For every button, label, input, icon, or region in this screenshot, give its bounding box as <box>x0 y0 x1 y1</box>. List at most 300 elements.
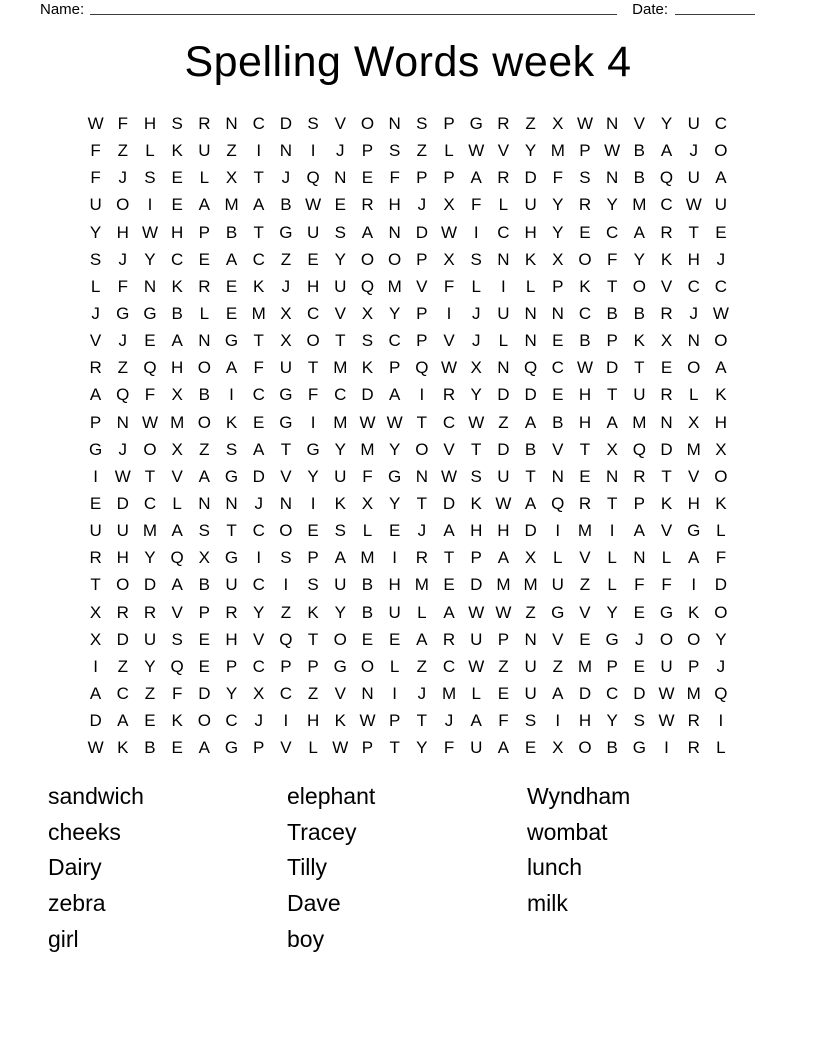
grid-letter: E <box>225 303 238 323</box>
grid-letter: J <box>689 141 698 161</box>
grid-letter: O <box>632 276 646 296</box>
grid-letter: F <box>389 168 400 188</box>
grid-letter: J <box>254 493 263 513</box>
date-label: Date: <box>632 1 668 18</box>
grid-letter: B <box>579 331 591 351</box>
grid-letter: O <box>333 629 347 649</box>
grid-letter: R <box>578 195 592 215</box>
grid-letter: I <box>392 683 398 703</box>
grid-letter: W <box>576 114 593 133</box>
grid-letter: H <box>470 521 483 541</box>
grid-letter: A <box>606 412 618 432</box>
grid-letter: K <box>660 493 673 513</box>
grid-letter: H <box>388 575 401 595</box>
date-blank-line <box>675 1 755 15</box>
grid-letter: M <box>550 141 565 161</box>
grid-letter: X <box>470 358 482 378</box>
grid-letter: L <box>90 276 101 296</box>
grid-letter: N <box>143 276 157 296</box>
grid-letter: C <box>714 114 728 133</box>
grid-letter: S <box>361 331 374 351</box>
grid-letter: J <box>281 168 291 188</box>
grid-letter: L <box>145 141 155 161</box>
grid-letter: O <box>388 249 402 269</box>
grid-letter: X <box>171 439 183 459</box>
grid-letter: N <box>388 114 401 133</box>
grid-letter: S <box>307 575 319 595</box>
grid-letter: X <box>361 303 374 323</box>
grid-letter: B <box>606 303 618 323</box>
grid-letter: U <box>198 141 211 161</box>
grid-letter: Y <box>633 249 646 269</box>
grid-letter: T <box>307 358 319 378</box>
grid-letter: O <box>116 195 130 215</box>
grid-letter: O <box>197 358 211 378</box>
grid-letter: P <box>253 738 265 758</box>
grid-letter: W <box>386 412 403 432</box>
grid-letter: A <box>524 412 537 432</box>
grid-letter: Y <box>470 385 482 405</box>
grid-letter: U <box>334 466 347 486</box>
grid-letter: D <box>89 711 102 731</box>
grid-letter: T <box>226 521 237 541</box>
grid-letter: J <box>689 303 698 323</box>
grid-letter: E <box>253 412 265 432</box>
grid-letter: E <box>524 738 537 758</box>
grid-letter: J <box>716 249 726 269</box>
grid-letter: C <box>171 249 184 269</box>
grid-letter: H <box>497 521 510 541</box>
grid-letter: J <box>417 521 427 541</box>
grid-letter: F <box>471 195 482 215</box>
grid-letter: I <box>609 521 615 541</box>
grid-letter: R <box>415 548 428 568</box>
grid-letter: A <box>225 249 238 269</box>
grid-letter: H <box>388 195 401 215</box>
grid-letter: V <box>579 602 591 622</box>
grid-letter: N <box>606 466 619 486</box>
grid-letter: Q <box>306 168 320 188</box>
grid-letter: A <box>225 358 238 378</box>
grid-letter: Y <box>606 602 618 622</box>
word-list <box>48 779 630 958</box>
grid-letter: L <box>716 738 726 758</box>
word-list-item: zebra <box>48 890 106 917</box>
grid-letter: D <box>497 385 510 405</box>
grid-letter: D <box>524 385 537 405</box>
grid-letter: D <box>279 114 293 133</box>
word-list-item: wombat <box>527 818 608 845</box>
grid-letter: M <box>577 521 593 541</box>
grid-letter: Y <box>416 738 428 758</box>
grid-letter: D <box>497 439 510 459</box>
grid-letter: S <box>225 439 238 459</box>
grid-letter: A <box>334 548 346 568</box>
grid-letter: G <box>306 439 320 459</box>
grid-letter: Z <box>117 358 128 378</box>
grid-letter: S <box>524 711 537 731</box>
page-title: Spelling Words week 4 <box>184 38 632 86</box>
grid-letter: X <box>552 114 564 133</box>
grid-letter: Z <box>525 114 536 133</box>
word-list-item: Dave <box>287 890 341 917</box>
grid-letter: D <box>633 683 646 703</box>
grid-letter: N <box>660 412 673 432</box>
grid-letter: N <box>551 303 564 323</box>
grid-letter: Y <box>524 141 537 161</box>
grid-letter: N <box>198 331 211 351</box>
grid-letter: H <box>578 412 592 432</box>
grid-letter: J <box>336 141 345 161</box>
word-list-item: boy <box>287 925 325 952</box>
grid-letter: Y <box>144 656 156 676</box>
grid-letter: M <box>360 548 375 568</box>
grid-letter: X <box>688 412 700 432</box>
grid-letter: A <box>497 548 510 568</box>
grid-letter: L <box>362 521 373 541</box>
grid-letter: W <box>141 222 158 242</box>
grid-letter: F <box>144 385 156 405</box>
grid-letter: N <box>497 249 510 269</box>
grid-letter: F <box>634 575 645 595</box>
grid-letter: Q <box>659 168 674 188</box>
grid-letter: I <box>419 385 425 405</box>
grid-letter: M <box>632 195 647 215</box>
grid-letter: R <box>442 629 456 649</box>
grid-letter: Y <box>715 629 727 649</box>
grid-letter: Q <box>170 548 184 568</box>
grid-letter: N <box>279 493 293 513</box>
grid-letter: V <box>280 738 292 758</box>
grid-letter: V <box>688 466 700 486</box>
grid-letter: Z <box>280 602 292 622</box>
grid-letter: E <box>579 222 591 242</box>
grid-letter: W <box>87 738 104 758</box>
grid-letter: X <box>280 303 292 323</box>
grid-letter: L <box>661 548 672 568</box>
grid-letter: Y <box>552 195 564 215</box>
grid-letter: Q <box>714 683 728 703</box>
grid-letter: T <box>389 738 400 758</box>
grid-letter: H <box>116 548 129 568</box>
grid-letter: P <box>198 602 211 622</box>
grid-letter: I <box>283 575 289 595</box>
grid-letter: U <box>660 656 673 676</box>
grid-letter: H <box>578 711 592 731</box>
name-label: Name: <box>40 1 85 18</box>
grid-letter: R <box>442 385 456 405</box>
grid-letter: N <box>225 114 238 133</box>
grid-letter: B <box>606 738 618 758</box>
grid-letter: W <box>495 493 512 513</box>
grid-letter: R <box>225 602 238 622</box>
grid-letter: K <box>253 276 265 296</box>
grid-letter: F <box>715 548 727 568</box>
word-list-column <box>48 779 287 958</box>
grid-letter: K <box>715 493 727 513</box>
grid-letter: G <box>551 602 565 622</box>
grid-letter: B <box>633 168 646 188</box>
grid-letter: Y <box>144 548 156 568</box>
grid-letter: T <box>90 575 101 595</box>
grid-letter: D <box>578 683 592 703</box>
grid-letter: H <box>687 493 700 513</box>
grid-letter: O <box>306 331 320 351</box>
grid-letter: N <box>687 331 700 351</box>
grid-letter: U <box>687 168 700 188</box>
grid-letter: H <box>225 629 238 649</box>
grid-letter: L <box>607 548 617 568</box>
grid-letter: S <box>144 168 156 188</box>
grid-letter: Z <box>416 656 428 676</box>
grid-letter: V <box>334 114 346 133</box>
grid-letter: A <box>89 683 102 703</box>
grid-letter: N <box>388 222 401 242</box>
grid-letter: W <box>141 412 158 432</box>
grid-letter: Y <box>225 683 238 703</box>
grid-letter: B <box>361 575 374 595</box>
grid-letter: B <box>633 141 646 161</box>
grid-letter: Q <box>551 493 565 513</box>
grid-letter: Y <box>552 222 564 242</box>
grid-letter: E <box>633 602 646 622</box>
grid-letter: E <box>579 466 591 486</box>
grid-letter: Z <box>117 656 128 676</box>
grid-letter: H <box>578 385 592 405</box>
grid-letter: F <box>90 168 101 188</box>
grid-letter: W <box>359 412 376 432</box>
grid-letter: S <box>470 249 482 269</box>
grid-letter: B <box>524 439 537 459</box>
grid-letter: T <box>253 331 264 351</box>
grid-letter: E <box>388 629 401 649</box>
grid-letter: E <box>552 385 564 405</box>
grid-letter: T <box>280 439 292 459</box>
grid-letter: V <box>334 683 346 703</box>
grid-letter: I <box>147 195 153 215</box>
grid-letter: X <box>280 331 292 351</box>
grid-letter: O <box>197 711 211 731</box>
grid-letter: H <box>306 276 320 296</box>
grid-letter: K <box>361 358 374 378</box>
grid-letter: E <box>552 331 564 351</box>
grid-letter: W <box>114 466 131 486</box>
grid-letter: R <box>687 711 700 731</box>
grid-letter: T <box>144 466 156 486</box>
grid-letter: V <box>443 331 455 351</box>
grid-letter: J <box>118 439 128 459</box>
grid-letter: E <box>144 331 156 351</box>
grid-letter: P <box>552 276 564 296</box>
grid-letter: J <box>91 303 100 323</box>
grid-letter: J <box>118 168 128 188</box>
grid-letter: A <box>198 466 211 486</box>
grid-letter: F <box>443 738 455 758</box>
grid-letter: L <box>444 141 454 161</box>
grid-letter: L <box>525 276 536 296</box>
grid-letter: F <box>117 114 128 133</box>
grid-letter: S <box>280 548 292 568</box>
grid-letter: A <box>198 738 211 758</box>
grid-letter: U <box>388 602 401 622</box>
grid-letter: X <box>171 385 183 405</box>
grid-letter: M <box>632 412 647 432</box>
grid-letter: T <box>606 276 618 296</box>
grid-letter: E <box>171 168 183 188</box>
grid-letter: B <box>633 303 646 323</box>
grid-letter: V <box>660 276 673 296</box>
grid-letter: S <box>89 249 102 269</box>
grid-letter: E <box>633 656 646 676</box>
grid-letter: E <box>171 738 183 758</box>
grid-letter: O <box>578 738 592 758</box>
grid-letter: E <box>579 629 591 649</box>
grid-letter: W <box>441 466 458 486</box>
grid-letter: F <box>362 466 373 486</box>
grid-letter: Z <box>498 656 509 676</box>
grid-letter: E <box>334 195 346 215</box>
grid-letter: Q <box>170 656 184 676</box>
grid-letter: N <box>497 358 510 378</box>
name-date-header <box>40 1 755 19</box>
grid-letter: O <box>197 412 211 432</box>
grid-letter: U <box>306 222 320 242</box>
grid-letter: W <box>87 114 104 133</box>
grid-letter: T <box>661 466 672 486</box>
grid-letter: X <box>443 195 455 215</box>
grid-letter: O <box>143 439 157 459</box>
grid-letter: W <box>685 195 702 215</box>
grid-letter: A <box>688 548 700 568</box>
grid-letter: G <box>279 412 293 432</box>
grid-letter: U <box>334 575 347 595</box>
word-list-column <box>287 779 527 958</box>
grid-letter: P <box>225 656 238 676</box>
grid-letter: E <box>388 521 401 541</box>
grid-letter: Z <box>117 141 128 161</box>
grid-letter: Y <box>606 711 618 731</box>
grid-letter: P <box>416 303 428 323</box>
grid-letter: I <box>691 575 697 595</box>
grid-letter: X <box>443 249 455 269</box>
grid-letter: D <box>116 493 129 513</box>
grid-letter: A <box>171 521 183 541</box>
grid-letter: G <box>632 738 646 758</box>
grid-letter: M <box>577 656 593 676</box>
grid-letter: Z <box>226 141 237 161</box>
grid-letter: N <box>606 114 619 133</box>
grid-letter: P <box>470 548 482 568</box>
name-blank-line <box>90 1 617 15</box>
grid-letter: U <box>687 114 700 133</box>
grid-letter: R <box>198 114 211 133</box>
grid-letter: U <box>524 683 537 703</box>
grid-letter: W <box>305 195 322 215</box>
grid-letter: Y <box>388 303 401 323</box>
grid-letter: U <box>225 575 238 595</box>
grid-letter: P <box>443 114 455 133</box>
grid-letter: T <box>335 331 346 351</box>
grid-letter: T <box>525 466 536 486</box>
grid-letter: P <box>361 738 374 758</box>
grid-letter: F <box>661 575 672 595</box>
grid-letter: Y <box>660 114 673 133</box>
grid-letter: Y <box>388 493 401 513</box>
grid-letter: R <box>660 222 673 242</box>
grid-letter: C <box>660 195 673 215</box>
grid-letter: M <box>496 575 511 595</box>
grid-letter: G <box>224 466 239 486</box>
grid-letter: P <box>388 358 401 378</box>
grid-letter: N <box>415 466 428 486</box>
grid-letter: P <box>361 141 374 161</box>
grid-letter: R <box>660 303 673 323</box>
grid-letter: N <box>524 331 537 351</box>
grid-letter: E <box>198 629 211 649</box>
grid-letter: E <box>307 249 319 269</box>
grid-letter: U <box>116 521 129 541</box>
grid-letter: O <box>279 521 293 541</box>
grid-letter: Z <box>144 683 156 703</box>
grid-letter: E <box>171 195 183 215</box>
grid-letter: N <box>361 683 374 703</box>
grid-letter: U <box>551 575 564 595</box>
grid-letter: I <box>501 276 506 296</box>
grid-letter: S <box>171 114 183 133</box>
grid-letter: V <box>497 141 510 161</box>
grid-letter: N <box>225 493 238 513</box>
grid-letter: R <box>687 738 700 758</box>
grid-letter: C <box>143 493 157 513</box>
grid-letter: G <box>224 738 239 758</box>
grid-letter: Z <box>280 249 292 269</box>
grid-letter: L <box>553 548 563 568</box>
grid-letter: L <box>172 493 182 513</box>
grid-letter: O <box>360 656 375 676</box>
grid-letter: U <box>470 738 483 758</box>
grid-letter: O <box>360 114 375 133</box>
grid-letter: Q <box>523 358 538 378</box>
word-list-column <box>527 779 630 958</box>
grid-letter: M <box>224 195 239 215</box>
grid-letter: L <box>308 738 318 758</box>
grid-letter: E <box>497 683 510 703</box>
grid-letter: I <box>256 548 262 568</box>
grid-letter: E <box>715 222 727 242</box>
grid-letter: N <box>279 141 293 161</box>
grid-letter: J <box>118 249 128 269</box>
grid-letter: D <box>606 358 619 378</box>
grid-letter: B <box>552 412 564 432</box>
grid-letter: M <box>170 412 185 432</box>
grid-letter: T <box>253 222 264 242</box>
grid-letter: P <box>416 331 428 351</box>
grid-letter: C <box>442 412 456 432</box>
grid-letter: A <box>470 168 482 188</box>
grid-letter: I <box>310 141 316 161</box>
grid-letter: C <box>252 656 265 676</box>
grid-letter: I <box>446 303 452 323</box>
grid-letter: W <box>332 738 349 758</box>
word-list-item: cheeks <box>48 818 121 845</box>
wordsearch-grid <box>82 110 735 761</box>
word-list-item: Tracey <box>287 818 357 845</box>
grid-letter: Y <box>89 222 102 242</box>
grid-letter: L <box>471 683 481 703</box>
grid-letter: U <box>89 521 102 541</box>
grid-letter: A <box>715 358 727 378</box>
grid-letter: M <box>414 575 429 595</box>
